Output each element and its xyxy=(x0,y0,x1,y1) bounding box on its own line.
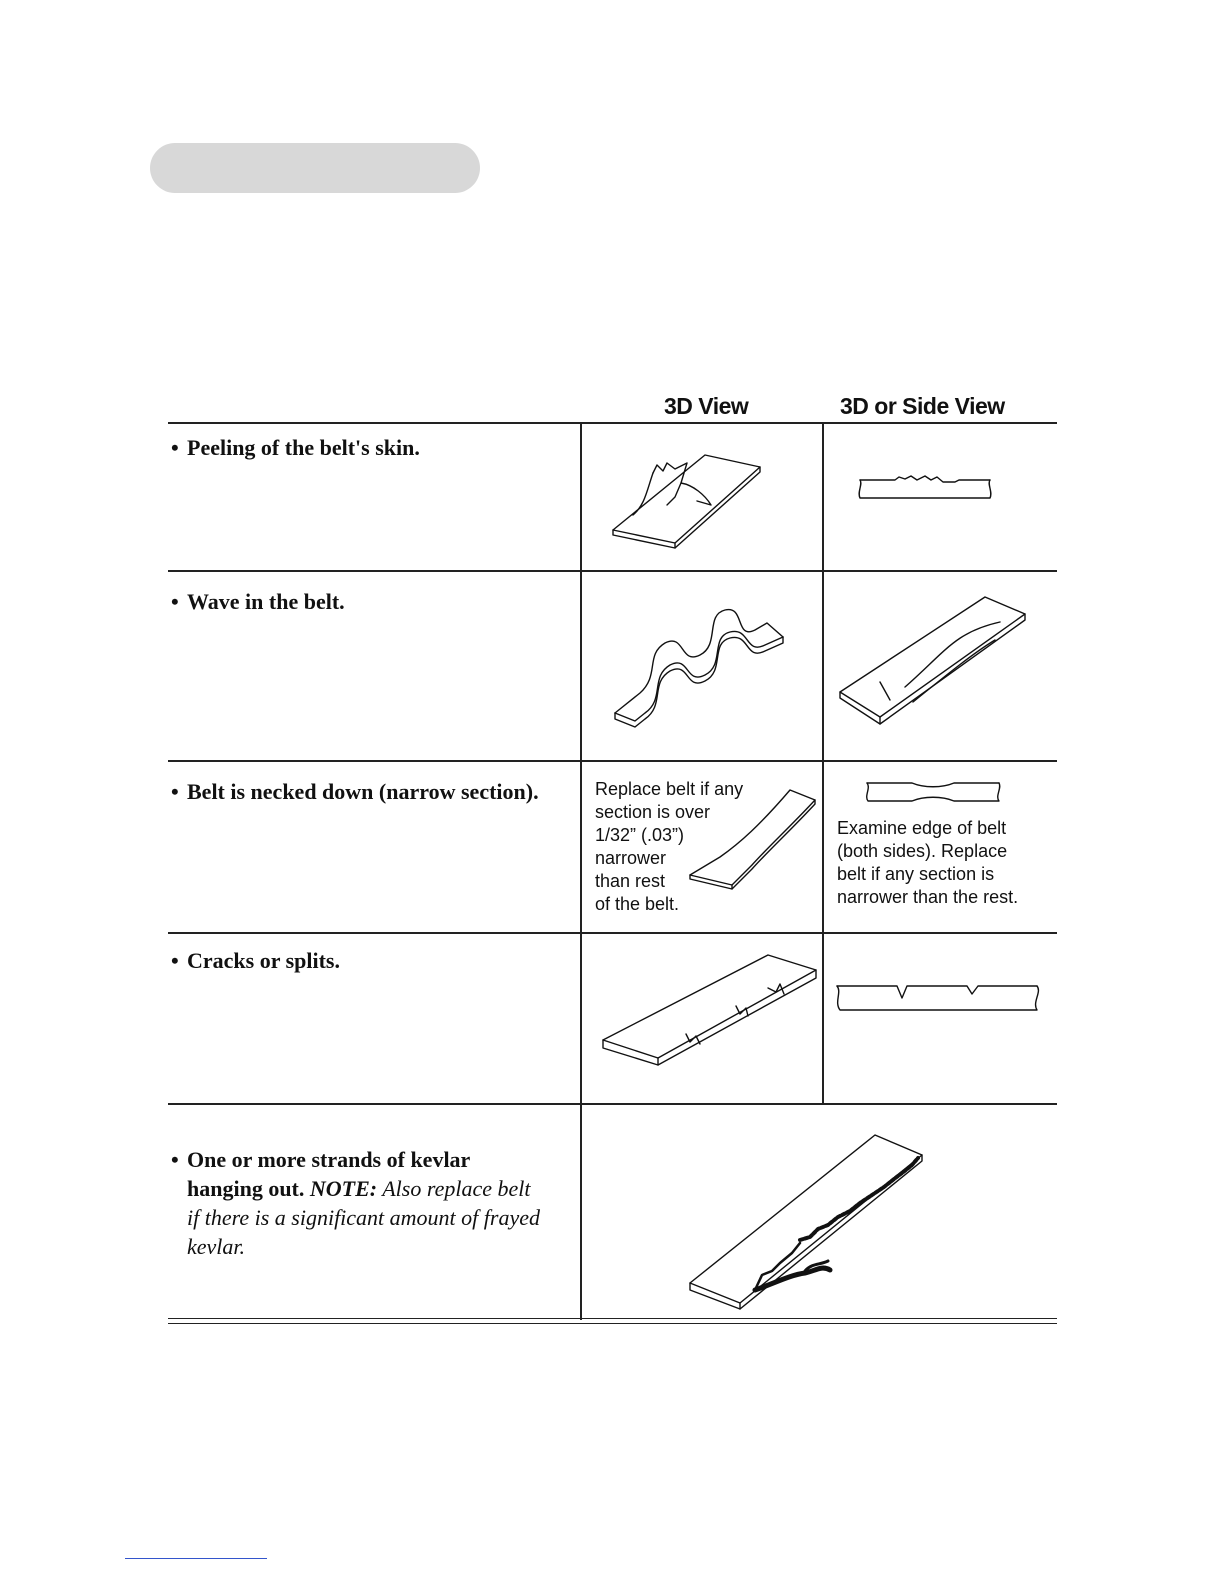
column-header-3d-view: 3D View xyxy=(664,393,749,419)
bullet: • xyxy=(171,435,179,460)
issue-kevlar xyxy=(171,1145,540,1261)
column-header-side-view: 3D or Side View xyxy=(840,393,1005,419)
column-divider xyxy=(580,422,582,1320)
bullet: • xyxy=(171,779,179,804)
bullet: • xyxy=(171,589,179,614)
table-rule xyxy=(168,570,1057,572)
section-header-bar xyxy=(150,143,480,193)
necked-side-note: Examine edge of belt (both sides). Replace belt if any section is narrower than the rest. xyxy=(837,818,1019,907)
necked-3d-illustration xyxy=(680,785,820,895)
note-line-3: kevlar. xyxy=(187,1234,246,1259)
peeling-side-illustration xyxy=(855,470,1000,510)
table-rule-bottom xyxy=(168,1318,1057,1324)
kevlar-3d-illustration xyxy=(680,1125,940,1315)
table-rule-top xyxy=(168,422,1057,424)
issue-title-cont: hanging out. xyxy=(187,1176,305,1201)
issue-title: Belt is necked down (narrow section). xyxy=(187,779,539,804)
peeling-3d-illustration xyxy=(605,445,775,555)
issue-title: One or more strands of kevlar xyxy=(187,1147,471,1172)
footer-link-underline xyxy=(125,1558,267,1559)
issue-title: Cracks or splits. xyxy=(187,948,340,973)
bullet: • xyxy=(171,1147,179,1172)
issue-cracks xyxy=(171,946,340,975)
table-rule xyxy=(168,1103,1057,1105)
wave-3d-illustration xyxy=(605,595,790,740)
bullet: • xyxy=(171,948,179,973)
necked-3d-note: Replace belt if any section is over 1/32” (.03”) narrower than rest of the belt. xyxy=(595,779,744,914)
issue-wave xyxy=(171,587,345,616)
table-rule xyxy=(168,760,1057,762)
cracks-3d-illustration xyxy=(598,950,823,1070)
wave-side-illustration xyxy=(835,592,1035,732)
note-text: Also replace belt xyxy=(382,1176,531,1201)
cracks-side-illustration xyxy=(832,978,1047,1018)
note-label: NOTE: xyxy=(309,1176,378,1201)
issue-title: Peeling of the belt's skin. xyxy=(187,435,420,460)
table-rule xyxy=(168,932,1057,934)
note-line-2: if there is a significant amount of frayed xyxy=(187,1205,540,1230)
issue-peeling xyxy=(171,433,420,462)
issue-necked-down xyxy=(171,777,539,806)
necked-side-illustration xyxy=(862,780,1007,808)
issue-title: Wave in the belt. xyxy=(187,589,345,614)
